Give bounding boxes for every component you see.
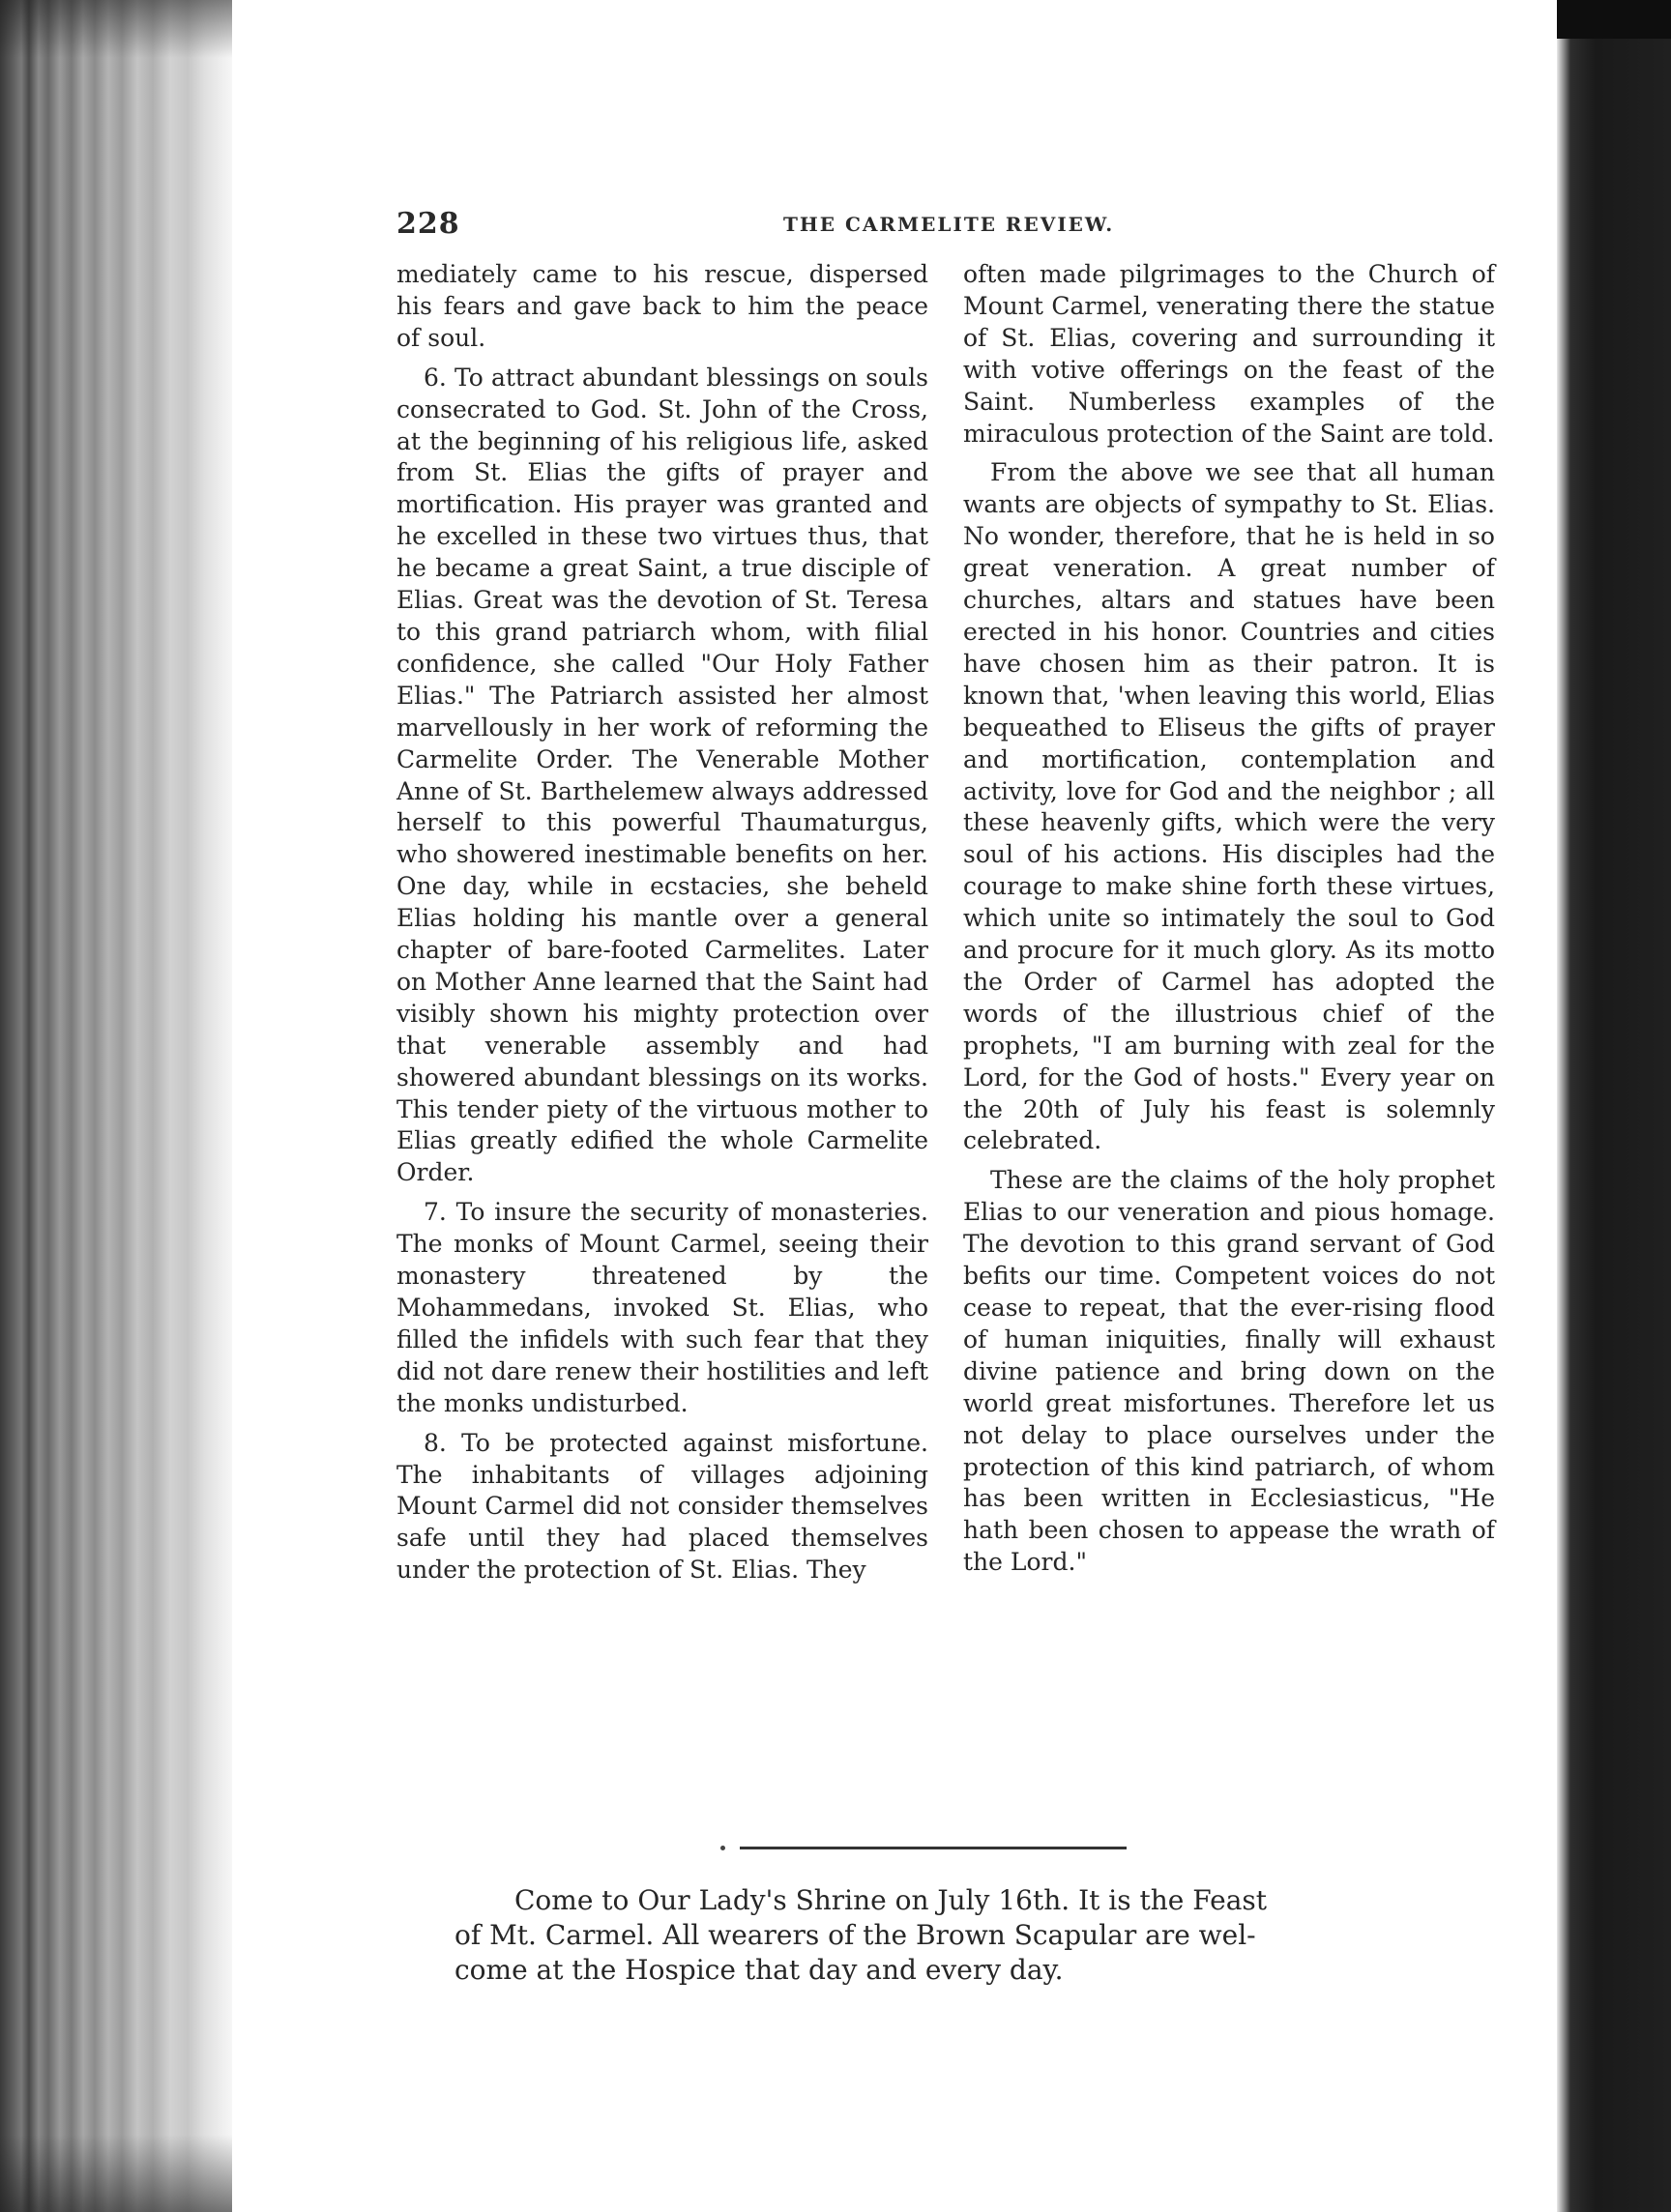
paragraph: 6. To attract abundant blessings on souls consecrated to God. St. John of the Cross, at the beginning of his religious life, asked from St. Elias the gifts of prayer and mortification. His prayer was granted and he excelled in these two virtues thus, that he became a great Saint, a true disciple of Elias. Great was the devotion of St. Teresa to this grand patriarch whom, with filial confidence, she called "Our Holy Father Elias." The Patriarch assisted her almost marvellously in her work of reforming the Carmelite Order. The Venerable Mother Anne of St. Barthelemew always addressed herself to this powerful Thaumaturgus, who showered inestimable benefits on her. One day, while in ecstacies, she beheld Elias holding his mantle over a general chapter of bare-footed Carmelites. Later on Mother Anne learned that the Saint had visibly shown his mighty protection over that venerable assembly and had showered abundant blessings on its works. This tender piety of the virtuous mother to Elias greatly edified the whole Carmelite Order. — [396, 363, 928, 1187]
paragraph: often made pilgrimages to the Church of Mount Carmel, venerating there the statue of St. Elias, covering and surrounding it with votive offerings on the feast of the Saint. Numberless examples of the miraculous protection of the Saint are told. — [963, 260, 1495, 448]
right-column — [963, 259, 1495, 1586]
notice-line: of Mt. Carmel. All wearers of the Brown Scapular are wel- — [454, 1919, 1256, 1951]
shrine-notice — [454, 1883, 1412, 1988]
page-number: 228 — [396, 207, 460, 241]
notice-line: come at the Hospice that day and every day. — [454, 1954, 1064, 1986]
paragraph: 7. To insure the security of monasteries. The monks of Mount Carmel, seeing their monastery threatened by the Mohammedans, invoked St. Elias, who filled the infidels with such fear that they did not dare renew their hostilities and left the monks undisturbed. — [396, 1198, 928, 1417]
book-binding-edge — [0, 0, 232, 2212]
paragraph: From the above we see that all human wants are objects of sympathy to St. Elias. No wonder, therefore, that he is held in so great veneration. A great number of churches, altars and statues have been erected in his honor. Countries and cities have chosen him as their patron. It is known that, 'when leaving this world, Elias bequeathed to Eliseus the gifts of prayer and mortification, contemplation and activity, love for God and the neighbor ; all these heavenly gifts, which were the very soul of his actions. His disciples had the courage to make shine forth these virtues, which unite so intimately the soul to God and procure for it much glory. As its motto the Order of Carmel has adopted the words of the illustrious chief of the prophets, "I am burning with zeal for the Lord, for the God of hosts." Every year on the 20th of July his feast is solemnly celebrated. — [963, 458, 1495, 1155]
paragraph: These are the claims of the holy prophet Elias to our veneration and pious homage. The devotion to this grand servant of God befits our time. Competent voices do not cease to repeat, that the ever-rising flood of human iniquities, finally will exhaust divine patience and bring down on the world great misfortunes. Therefore let us not delay to place ourselves under the protection of this kind patriarch, of whom has been written in Ecclesiasticus, "He hath been chosen to appease the wrath of the Lord." — [963, 1166, 1495, 1577]
separator-rule — [740, 1847, 1127, 1849]
page-header — [396, 207, 1238, 246]
right-edge-corner — [1557, 0, 1671, 39]
right-page-edge — [1557, 0, 1671, 2212]
running-head: THE CARMELITE REVIEW. — [783, 213, 1115, 236]
left-column — [396, 259, 928, 1594]
notice-line: Come to Our Lady's Shrine on July 16th. It is the Feast — [514, 1884, 1268, 1916]
binding-shadow-bottom — [0, 2135, 232, 2212]
separator-dot — [720, 1846, 725, 1850]
paragraph: mediately came to his rescue, dispersed his fears and gave back to him the peace of soul. — [396, 260, 928, 352]
paragraph: 8. To be protected against misfortune. The inhabitants of villages adjoining Mount Carmel did not consider themselves safe until they had placed themselves under the protection of St. Elias. They — [396, 1428, 928, 1585]
binding-shadow-top — [0, 0, 232, 58]
